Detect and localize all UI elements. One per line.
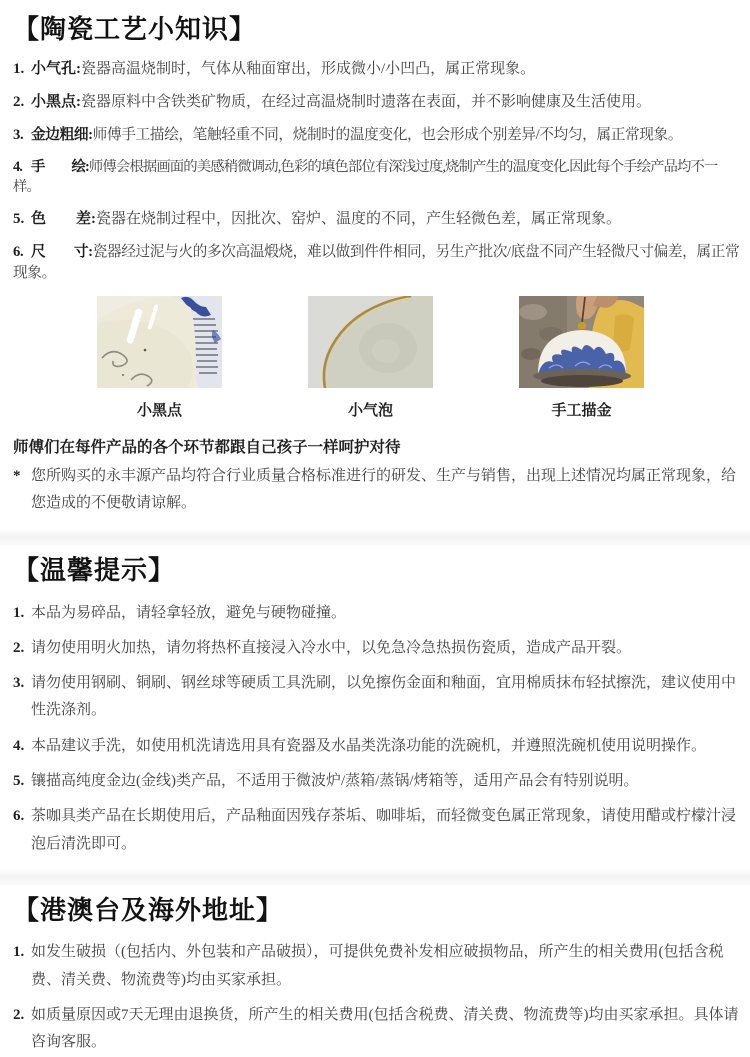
craft-term: 小黑点: [31, 93, 81, 110]
gold-painting-sample-image [519, 296, 644, 388]
craftsman-slogan: 师傅们在每件产品的各个环节都跟自己孩子一样呵护对待 [13, 438, 401, 456]
figure-caption: 小黑点 [136, 402, 182, 419]
section-divider [0, 530, 750, 545]
tip-text: 本品为易碎品，请轻拿轻放，避免与硬物碰撞。 [31, 604, 347, 621]
section-title-overseas: 【港澳台及海外地址】 [13, 895, 284, 925]
item-number: 6. [13, 808, 25, 825]
figure-caption: 手工描金 [551, 402, 612, 419]
craft-item-6 [13, 242, 740, 283]
section-title-craft: 【陶瓷工艺小知识】 [13, 15, 257, 44]
item-number: 5. [13, 773, 25, 790]
figure-gold-painting [519, 296, 644, 420]
item-number: 1. [13, 60, 25, 77]
figure-caption: 小气泡 [347, 402, 393, 419]
overseas-item-1 [13, 939, 740, 994]
item-number: 3. [13, 126, 24, 143]
craft-term: 金边粗细: [31, 126, 93, 143]
item-number: 4. [13, 159, 22, 176]
overseas-text: 如发生破损（(包括内、外包装和产品破损），可提供免费补发相应破损物品，所产生的相关费用(包括含税费、清关费、物流费等)均由买家承担。 [31, 944, 724, 988]
item-number: 2. [13, 1007, 25, 1024]
craft-item-5 [13, 209, 740, 230]
item-number: 1. [13, 944, 25, 961]
sample-photos-row [13, 296, 740, 420]
tip-text: 请勿使用钢刷、铜刷、钢丝球等硬质工具洗刷，以免擦伤金面和釉面，宜用棉质抹布轻拭擦洗，建议使用中性洗涤剂。 [31, 675, 737, 719]
item-number: 5. [13, 211, 25, 228]
craft-text: 瓷器经过泥与火的多次高温煅烧，难以做到件件相同，另生产批次/底盘不同产生轻微尺寸偏差，属正常现象。 [13, 244, 740, 281]
figure-black-dot [97, 296, 222, 420]
craft-text: 师傅手工描绘，笔触轻重不同，烧制时的温度变化，也会形成个别差异/不均匀，属正常现象。 [92, 126, 683, 143]
craft-term: 色 差: [31, 211, 96, 228]
craft-term: 小气孔: [31, 60, 81, 77]
tip-item-3 [13, 670, 740, 725]
tip-text: 镶描高纯度金边(金线)类产品，不适用于微波炉/蒸箱/蒸锅/烤箱等，适用产品会有特别说明。 [31, 773, 639, 790]
item-number: 4. [13, 737, 25, 754]
overseas-text: 如质量原因或7天无理由退换货，所产生的相关费用(包括含税费、清关费、物流费等)均由买家承担。具体请咨询客服。 [31, 1007, 739, 1051]
tip-item-4 [13, 733, 740, 760]
tip-item-6 [13, 803, 740, 858]
section-craft-knowledge [13, 14, 740, 518]
black-dot-sample-image [97, 296, 222, 388]
tip-item-5 [13, 768, 740, 795]
tip-text: 茶咖具类产品在长期使用后，产品釉面因残存茶垢、咖啡垢，而轻微变色属正常现象，请使用醋或柠檬汁浸泡后清洗即可。 [31, 808, 737, 852]
tip-item-2 [13, 635, 740, 662]
craft-term: 尺 寸: [31, 244, 93, 261]
craft-term: 手 绘: [31, 159, 89, 176]
note-text: 您所购买的永丰源产品均符合行业质量合格标准进行的研发、生产与销售，出现上述情况均属正常现象，给您造成的不便敬请谅解。 [31, 467, 737, 512]
air-bubble-sample-image [308, 296, 433, 388]
quality-assurance-note [13, 463, 740, 519]
tip-text: 请勿使用明火加热，请勿将热杯直接浸入冷水中，以免急冷急热损伤瓷质，造成产品开裂。 [31, 639, 632, 656]
craft-text: 瓷器高温烧制时，气体从釉面窜出，形成微小/小凹凸，属正常现象。 [81, 60, 536, 77]
tip-text: 本品建议手洗，如使用机洗请选用具有瓷器及水晶类洗涤功能的洗碗机，并遵照洗碗机使用说明操作。 [31, 737, 707, 754]
craft-text: 瓷器在烧制过程中，因批次、窑炉、温度的不同，产生轻微色差，属正常现象。 [96, 211, 622, 228]
craft-item-4 [13, 157, 740, 197]
section-overseas-address [13, 895, 740, 1057]
item-number: 2. [13, 93, 25, 110]
craft-item-1 [13, 59, 740, 80]
item-number: 1. [13, 604, 25, 621]
craft-item-2 [13, 92, 740, 113]
overseas-item-2 [13, 1002, 740, 1057]
tip-item-1 [13, 600, 740, 627]
section-title-tips: 【温馨提示】 [13, 556, 176, 586]
craft-text: 瓷器原料中含铁类矿物质，在经过高温烧制时遗落在表面，并不影响健康及生活使用。 [81, 93, 652, 110]
item-number: 6. [13, 244, 24, 261]
item-number: 2. [13, 639, 25, 656]
item-number: 3. [13, 675, 25, 692]
craft-text: 师傅会根据画面的美感稍微调动,色彩的填色部位有深浅过度,烧制产生的温度变化.因此每个手绘产品均不一样。 [13, 159, 718, 196]
section-warm-tips [13, 555, 740, 858]
asterisk-marker: * [13, 467, 21, 484]
craft-item-3 [13, 125, 740, 146]
section-divider [0, 870, 750, 885]
figure-air-bubble [308, 296, 433, 420]
